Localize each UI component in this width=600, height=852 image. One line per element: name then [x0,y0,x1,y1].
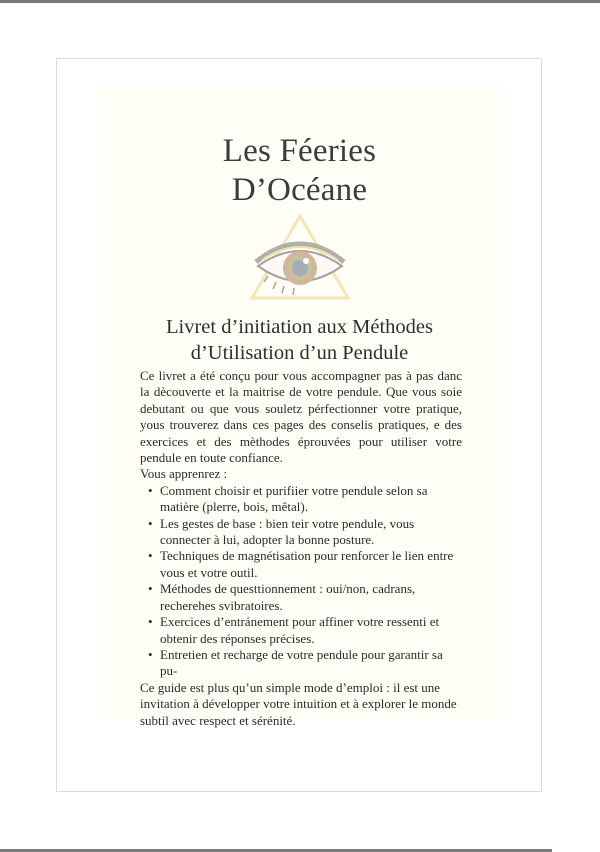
document-subtitle [97,314,502,366]
learn-heading: Vous apprenrez : [140,466,228,482]
closing-paragraph: Ce guide est plus qu’un simple mode d’emploi : il est une invitation à développer votre intuition et à explorer le monde subtil avec respect et sérénité. [140,679,457,728]
intro-paragraph: Ce livret a été conçu pour vous accompagner pas à pas danc la dècouverte et la maitrise de votre pendule. Que vous soie debutant ou que vous souletz pérfectionner votre pratique, yous trouverez dans ces pages des conselis pratiques, e des exercices et des mèthodes éprouvées pour utiliser votre pendule en toute confiance. [140,368,462,466]
list-item: • Méthodes de questtionnement : oui/non, cadrans, recherehes svibratoires. [152,581,462,614]
list-item: • Les gestes de base : bien teir votre pendule, vous connecter à lui, adopter la bonne posture. [152,516,462,549]
title-line-2: D’Océane [231,172,368,208]
document-body [140,368,462,729]
eye-in-triangle-icon [248,212,352,302]
list-item: • Comment choisir et purifiier votre pendule selon sa matière (plerre, bois, mêtal). [152,483,462,516]
top-border [0,0,600,3]
list-item: • Exercices d’entránement pour affiner votre ressenti et obtenir des réponses précises. [152,614,462,647]
subtitle-line-1: Livret d’initiation aux Méthodes [165,316,433,338]
title-line-1: Les Féeries [222,133,377,169]
list-item: • Entretien et recharge de votre pendule pour garantir sa pu- [152,647,462,680]
learning-list [140,483,462,680]
subtitle-line-2: d’Utilisation d’un Pendule [190,342,409,364]
list-item: • Techniques de magnétisation pour renforcer le lien entre vous et votre outil. [152,548,462,581]
document-title [97,132,502,210]
